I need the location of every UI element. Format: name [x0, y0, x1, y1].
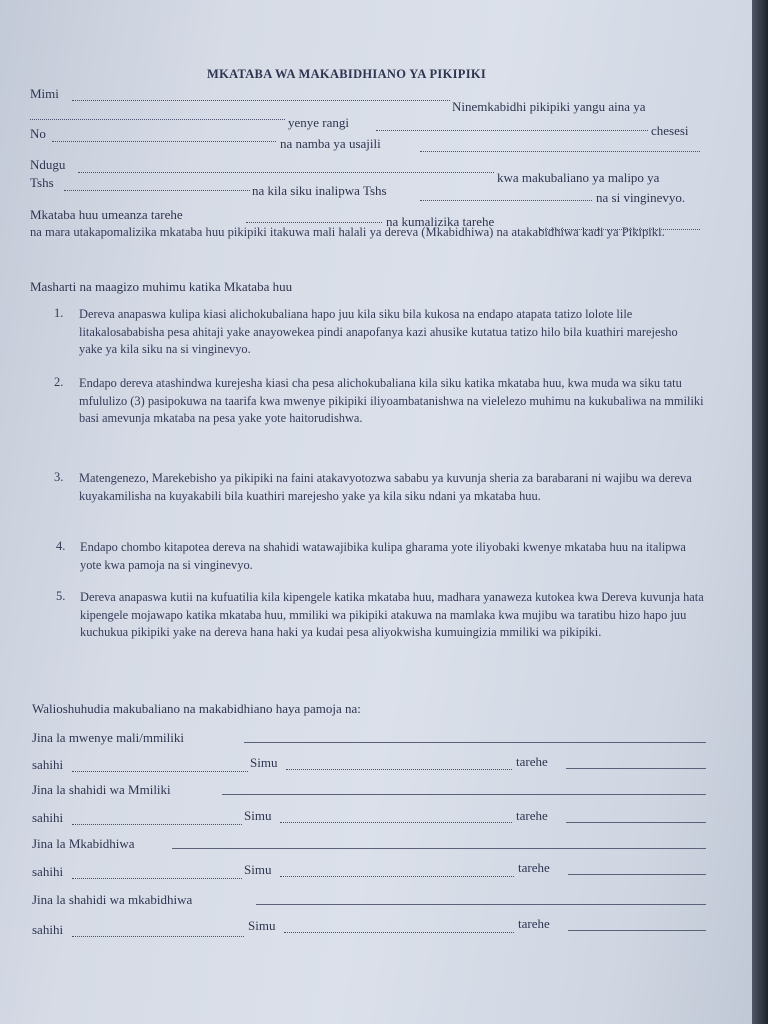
sig2-phone-line[interactable] — [280, 822, 512, 823]
item-number-3: 3. — [54, 470, 64, 484]
sig2-simu-label: Simu — [244, 808, 272, 823]
sig1-date-line[interactable] — [566, 768, 706, 769]
sig1-simu-label: Simu — [250, 755, 278, 770]
label-aina: Ninemkabidhi pikipiki yangu aina ya — [452, 99, 646, 114]
sig2-tarehe-label: tarehe — [516, 808, 548, 823]
label-kumalizika: na kumalizika tarehe — [386, 214, 495, 229]
sig1-tarehe-label: tarehe — [516, 754, 548, 769]
sig3-sahihi-label: sahihi — [32, 864, 64, 879]
sig1-name-label: Jina la mwenye mali/mmiliki — [32, 730, 185, 745]
label-kila-siku: na kila siku inalipwa Tshs — [252, 183, 387, 198]
blank-owner-name[interactable] — [72, 100, 450, 101]
sig2-signature-line[interactable] — [72, 824, 242, 825]
sig4-name-label: Jina la shahidi wa mkabidhiwa — [32, 892, 193, 907]
sig3-phone-line[interactable] — [280, 876, 514, 877]
blank-chassis-no[interactable] — [52, 141, 276, 142]
label-no: No — [30, 126, 46, 141]
sig1-name-line[interactable] — [244, 742, 706, 743]
item-number-5: 5. — [56, 589, 66, 603]
item-number-4: 4. — [56, 539, 66, 553]
sig2-date-line[interactable] — [566, 822, 706, 823]
condition-item-2: Endapo dereva atashindwa kurejesha kiasi cha pesa alichokubaliana kila siku katika mkataba huu, kwa muda wa siku tatu mfululizo (3) pasipokuwa na taarifa kwa mwenye pikipiki iliyoambatanishwa na vielelezo muhimu na kukubaliwa na mmiliki basi amevunja mkataba na pesa yake yote haitorudishwa. — [79, 376, 704, 425]
sig4-date-line[interactable] — [568, 930, 706, 931]
label-tshs: Tshs — [30, 175, 54, 190]
section-heading: Masharti na maagizo muhimu katika Mkataba huu — [30, 279, 293, 294]
sig4-simu-label: Simu — [248, 918, 276, 933]
sig2-name-line[interactable] — [222, 794, 706, 795]
sig1-signature-line[interactable] — [72, 771, 248, 772]
blank-registration[interactable] — [420, 151, 700, 152]
item-number-2: 2. — [54, 375, 64, 389]
blank-total-amount[interactable] — [64, 190, 250, 191]
sig1-sahihi-label: sahihi — [32, 757, 64, 772]
label-mkataba-huu: Mkataba huu umeanza tarehe — [30, 207, 183, 222]
condition-item-4: Endapo chombo kitapotea dereva na shahidi watawajibika kulipa gharama yote iliyobaki kwenye mkataba huu na italipwa yote kwa pamoja na si vinginevyo. — [80, 540, 686, 572]
label-ndugu: Ndugu — [30, 157, 66, 172]
condition-item-3: Matengenezo, Marekebisho ya pikipiki na faini atakavyotozwa sababu ya kuvunja sheria za barabarani ni wajibu wa dereva kuyakamilisha na kuyakabili bila kuathiri marejesho yake ya kila siku ndani ya mkataba huu. — [79, 471, 692, 503]
blank-driver-name[interactable] — [78, 172, 494, 173]
intro-paragraph: na mara utakapomalizika mkataba huu pikipiki itakuwa mali halali ya dereva (Mkabidhiwa) na atakabidhiwa kadi ya Pikipiki. — [30, 225, 665, 239]
sig3-date-line[interactable] — [568, 874, 706, 875]
document-title: MKATABA WA MAKABIDHIANO YA PIKIPIKI — [207, 67, 487, 81]
blank-bike-type[interactable] — [30, 119, 285, 120]
sig3-simu-label: Simu — [244, 862, 272, 877]
sig2-sahihi-label: sahihi — [32, 810, 64, 825]
label-mimi: Mimi — [30, 86, 59, 101]
sig3-name-label: Jina la Mkabidhiwa — [32, 836, 135, 851]
sig3-name-line[interactable] — [172, 848, 706, 849]
label-rangi: yenye rangi — [288, 115, 350, 130]
blank-daily-amount[interactable] — [420, 200, 592, 201]
sig1-phone-line[interactable] — [286, 769, 512, 770]
sig3-signature-line[interactable] — [72, 878, 242, 879]
condition-item-1: Dereva anapaswa kulipa kiasi alichokubaliana hapo juu kila siku bila kukosa na endapo atapata tatizo lolote lile litakalosababisha pesa ahitaji yake anayowekea pindi anapofanya kazi ahusike kutatua tatizo hilo bila kuathiri marejesho yake ya kila siku na si vinginevyo. — [79, 307, 678, 356]
label-vinginevyo: na si vinginevyo. — [596, 190, 686, 205]
sig4-tarehe-label: tarehe — [518, 916, 550, 931]
sig4-signature-line[interactable] — [72, 936, 244, 937]
sig4-sahihi-label: sahihi — [32, 922, 64, 937]
label-makubaliano: kwa makubaliano ya malipo ya — [497, 170, 660, 185]
sig4-phone-line[interactable] — [284, 932, 514, 933]
blank-color[interactable] — [376, 130, 648, 131]
sig3-tarehe-label: tarehe — [518, 860, 550, 875]
label-chesesi: chesesi — [651, 123, 689, 138]
condition-item-5: Dereva anapaswa kutii na kufuatilia kila kipengele katika mkataba huu, madhara yanaweza kutokea kwa Dereva kuvunja hata kipengele mojawapo katika mkataba huu, mmiliki wa pikipiki atakuwa na mamlaka kwa mujibu wa taratibu hizo hapo juu kuchukua pikipiki yake na dereva hana haki ya kudai pesa aliyokwisha kumuingizia mmiliki wa pikipiki. — [80, 590, 704, 639]
sig4-name-line[interactable] — [256, 904, 706, 905]
item-number-1: 1. — [54, 306, 64, 320]
sig2-name-label: Jina la shahidi wa Mmiliki — [32, 782, 171, 797]
witness-heading: Walioshuhudia makubaliano na makabidhiano haya pamoja na: — [32, 701, 361, 716]
label-usajili: na namba ya usajili — [280, 136, 381, 151]
